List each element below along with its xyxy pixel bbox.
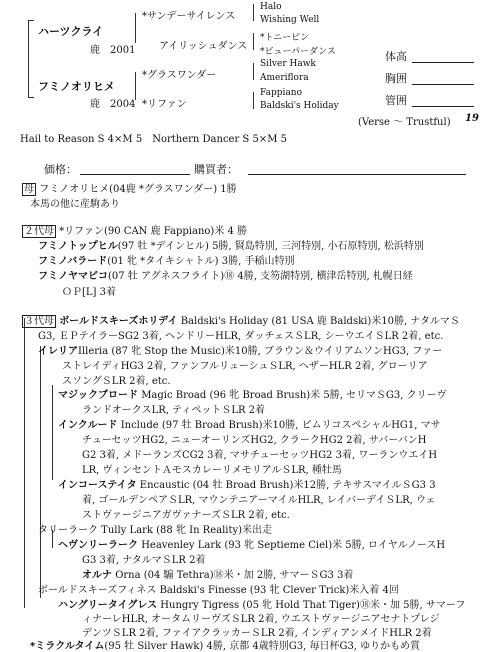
progeny-record: (97 牡 *デインヒル) 5勝, 賢島特別, 三河特別, 小石原特別, 松浜特別 (117, 241, 424, 252)
progeny-name: フミノバラード (38, 256, 108, 267)
progeny-record-cont: デンツＳLR 2着, ファイアクラッカーＳLR 2着, インディアンメイドHLR 2着 (82, 628, 432, 639)
progeny-heavenley-lark (58, 536, 445, 551)
progeny-name: マジックブロード (58, 390, 138, 401)
pedigree-bracket (28, 20, 29, 98)
progeny-record: Encaustic (04 牡 Broad Brush)米12勝, テキサスマイルＳG3 3 (139, 480, 436, 491)
third-dam-tag: ３代母 (24, 316, 54, 327)
dam-note: 本馬の他に産駒あり (30, 199, 120, 210)
family-tree-line (52, 385, 53, 480)
height-field[interactable] (412, 62, 474, 63)
progeny-include (58, 416, 441, 431)
ggs-1: Halo (260, 2, 282, 12)
progeny-name: ヘヴンリーラーク (58, 540, 138, 551)
second-dam-line: *リファン(90 CAN 鹿 Fappiano)米 4 勝 (59, 226, 248, 237)
progeny-record-cont: スソングＳLR 2着, etc. (62, 376, 171, 387)
price-label: 価格： (44, 163, 77, 176)
gs-bracket (253, 4, 254, 21)
ggs-6: Ameriflora (260, 73, 309, 83)
sire-info: 鹿 2001 (90, 45, 136, 56)
sire-bracket (135, 13, 136, 43)
dam-line: フミノオリヒメ(04鹿 *グラスワンダー) 1勝 (39, 184, 237, 195)
dam-name: フミノオリヒメ (38, 80, 115, 93)
family-tree-line (24, 318, 25, 608)
second-dam-progeny-2 (38, 252, 295, 267)
progeny-name: ハングリータイグレス (58, 600, 158, 611)
ggs-7: Fappiano (260, 88, 302, 98)
progeny-record: Illeria (87 牝 Stop the Music)米10勝, ブラウン＆ウイリアムソンHG3, ファー (78, 346, 443, 357)
pedigree-bracket (28, 20, 34, 21)
cannon-field[interactable] (412, 106, 474, 107)
progeny-name: イレリア (38, 346, 78, 357)
ggs-3: *トニービン (260, 33, 310, 43)
height-label: 体高 (385, 50, 407, 63)
progeny-record-cont: 着, ゴールデンペアＳLR, マウンテニアーマイルHLR, レイバーデイＳLR, ウェ (82, 495, 436, 506)
progeny-record-cont: LR, ヴィンセントＡモスカレーリメモリアルＳLR, 種牡馬 (82, 465, 342, 476)
pedigree-bracket (28, 97, 34, 98)
progeny-record: Heavenley Lark (93 牝 Septieme Ciel)米 5勝, ロイヤルノースH (141, 540, 446, 551)
gs-bracket (253, 33, 254, 50)
price-field[interactable] (80, 174, 190, 175)
inbreeding-note: Hail to Reason S 4×M 5 Northern Dancer S 5×M 5 (20, 134, 287, 145)
second-dam-progeny-3 (38, 267, 413, 282)
progeny-record: (95 牡 Silver Hawk) 4勝, 京都 4歳特別G3, 毎日杯G3, ゆりかもめ賞 (104, 641, 421, 652)
third-dam-name: ボールドスキーズホリデイ (59, 316, 178, 327)
third-dam-record: Baldski's Holiday (81 USA 鹿 Baldski)米10勝, ナタルマＳ (180, 316, 460, 327)
girth-field[interactable] (412, 84, 474, 85)
progeny-name: フミノヤマビコ (38, 271, 108, 282)
progeny-name: インコーステイタ (58, 480, 137, 491)
gs-bracket (253, 92, 254, 109)
progeny-record-cont: G2 3着, メドーランズCG2 3着, マサチューセッツHG2 3着, ワーランウエイH (82, 450, 438, 461)
progeny-record: (01 牝 *タイキシャトル) 3勝, 手稲山特別 (107, 256, 295, 267)
progeny-record-cont: ィナーレHLR, オータムリーヴズＳLR 2着, ウエストヴァージニアセナトプレジ (82, 614, 440, 625)
second-dam-progeny-1 (38, 237, 424, 252)
ggs-5: Silver Hawk (260, 59, 316, 69)
ggs-8: Baldski's Holiday (260, 101, 339, 111)
progeny-name: インクルード (58, 420, 118, 431)
progeny-record-cont: チューセッツHG2, ニューオーリンズHG2, クラークHG2 2着, サバーバンH (82, 435, 427, 446)
ggs-4: *ビューパーダンス (260, 47, 336, 57)
progeny-record: Orna (04 騸 Tethra)⑱米・加 2勝, サマーＳG3 3着 (115, 570, 354, 581)
girth-label: 胸囲 (385, 72, 407, 85)
grandsire-1: *サンデーサイレンス (142, 11, 236, 22)
grandsire-3: *グラスワンダー (142, 70, 217, 81)
dam-info: 鹿 2004 (90, 99, 136, 110)
ggs-2: Wishing Well (260, 15, 320, 25)
progeny-name: フミノトップヒル (38, 241, 118, 252)
grandsire-2: アイリッシュダンス (159, 41, 248, 52)
line-note: (Verse ～ Trustful) (358, 117, 451, 128)
progeny-record: Hungry Tigress (05 牝 Hold That Tiger)⑱米・加 5勝, サマーフ (160, 600, 466, 611)
progeny-record: (07 牡 アグネスフライト)⑱ 4勝, 支笏湖特別, 横津岳特別, 札幌日経 (108, 271, 413, 282)
cannon-label: 管囲 (385, 94, 407, 107)
progeny-tully-lark: タリーラーク Tully Lark (88 牝 In Reality)米出走 (38, 525, 273, 536)
buyer-field[interactable] (248, 174, 466, 175)
progeny-record-cont: ランドオークスLR, ティペットＳLR 2着 (82, 405, 266, 416)
progeny-baldskis-finesse: ボールドスキーズフィネス Baldski's Finesse (93 牝 Clever Trick)米入着 4回 (38, 585, 399, 596)
progeny-illeria (38, 342, 442, 357)
third-dam-record-cont: G3, ＥＰテイラーSG2 3着, ヘンドリーHLR, ダッチェスＳLR, シーウエイＳLR 2着, etc. (38, 331, 444, 342)
progeny-record-cont: ＯＰ[L] 3着 (62, 287, 116, 298)
progeny-record-cont: ストレイディHG3 2着, ファンフルリューシュＳLR, ヘザーHLR 2着, グローリア (62, 361, 428, 372)
progeny-record-cont: ストヴァージニアガヴァナーズＳLR 2着, etc. (82, 510, 290, 521)
page-number: 19 (465, 113, 479, 124)
dam-tag: 母 (24, 184, 34, 195)
progeny-record-cont: G3 3着, ナタルマＳLR 2着 (82, 555, 206, 566)
second-dam-tag: ２代母 (24, 226, 54, 237)
progeny-magic-broad (58, 386, 447, 401)
progeny-hungry-tigress (58, 596, 465, 611)
progeny-record: Magic Broad (96 牝 Broad Brush)米 5勝, セリマＳG3, クリーヴ (141, 390, 447, 401)
family-tree-line (40, 346, 41, 598)
sire-name: ハーツクライ (38, 25, 104, 38)
progeny-orna (82, 566, 353, 581)
grandsire-4: *リファン (142, 99, 187, 110)
progeny-name: *ミラクルタイム (30, 641, 105, 652)
buyer-label: 購買者： (194, 163, 238, 176)
progeny-record: Include (97 牡 Broad Brush)米10勝, ピムリコスペシャルHG1, マサ (120, 420, 441, 431)
progeny-encaustic (58, 476, 436, 491)
gs-bracket (253, 63, 254, 80)
progeny-name: オルナ (82, 570, 112, 581)
